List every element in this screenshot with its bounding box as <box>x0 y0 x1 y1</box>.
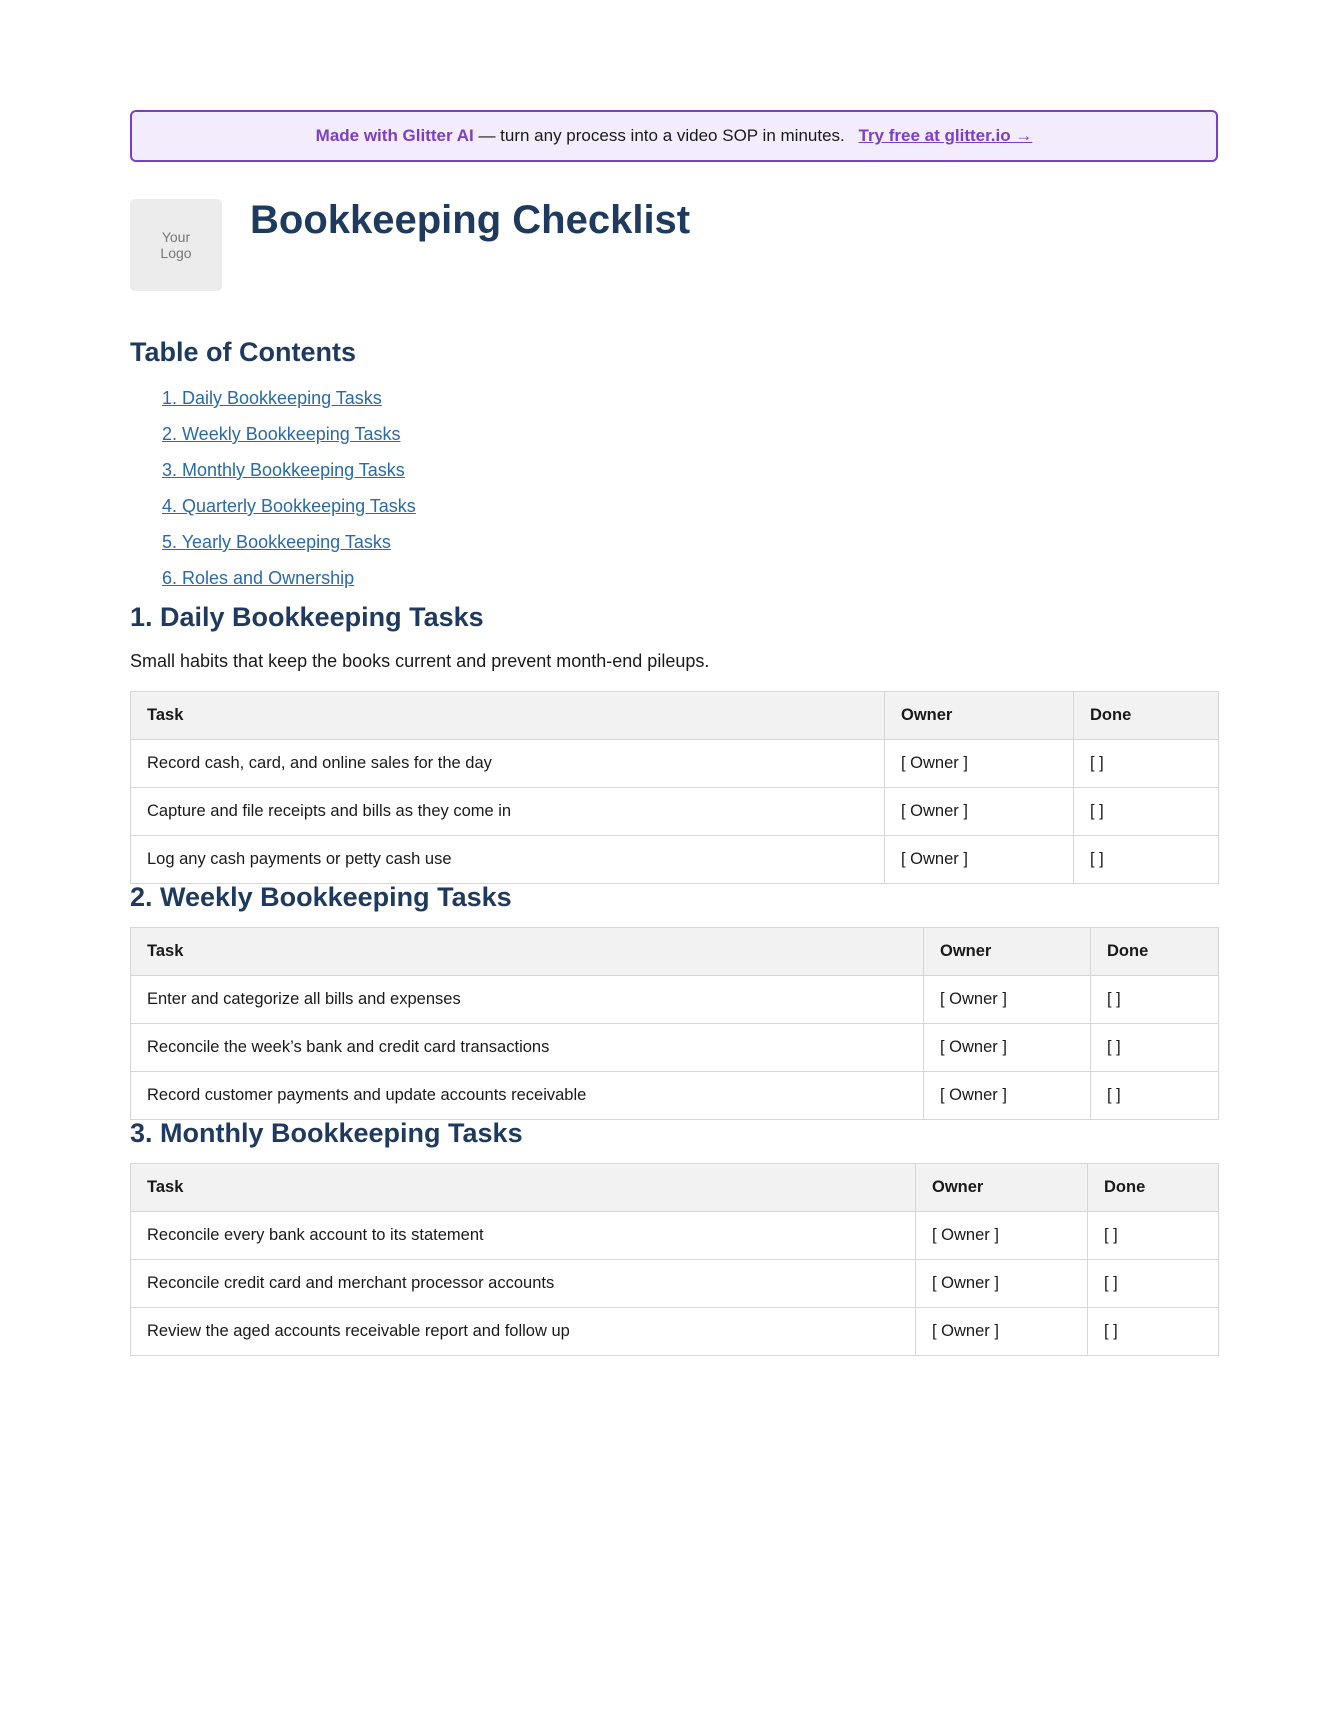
section-title-daily: 1. Daily Bookkeeping Tasks <box>130 602 484 632</box>
column-header-owner: Owner <box>924 928 1091 976</box>
promo-banner <box>130 110 1218 162</box>
task-cell: Review the aged accounts receivable report and follow up <box>131 1308 916 1356</box>
done-checkbox-cell: [ ] <box>1091 1072 1219 1120</box>
toc-item <box>162 388 1218 424</box>
task-cell: Reconcile credit card and merchant processor accounts <box>131 1260 916 1308</box>
task-cell: Capture and file receipts and bills as they come in <box>131 788 885 836</box>
table-row <box>131 788 1219 836</box>
toc-item <box>162 568 1218 604</box>
logo-text-line1: Your <box>161 229 191 245</box>
daily-tasks-table <box>130 691 1219 884</box>
banner-brand: Made with Glitter AI <box>315 126 474 145</box>
toc-item <box>162 424 1218 460</box>
section-title-weekly: 2. Weekly Bookkeeping Tasks <box>130 882 512 912</box>
column-header-done: Done <box>1088 1164 1219 1212</box>
done-checkbox-cell: [ ] <box>1088 1308 1219 1356</box>
column-header-owner: Owner <box>885 692 1074 740</box>
task-cell: Reconcile the week’s bank and credit card transactions <box>131 1024 924 1072</box>
owner-cell: [ Owner ] <box>885 740 1074 788</box>
monthly-tasks-table <box>130 1163 1219 1356</box>
banner-text: — turn any process into a video SOP in minutes. <box>478 126 845 145</box>
table-row <box>131 1212 1219 1260</box>
column-header-owner: Owner <box>916 1164 1088 1212</box>
table-row <box>131 1260 1219 1308</box>
done-checkbox-cell: [ ] <box>1091 976 1219 1024</box>
toc-item <box>162 496 1218 532</box>
owner-cell: [ Owner ] <box>885 788 1074 836</box>
table-row <box>131 1308 1219 1356</box>
table-row <box>131 1024 1219 1072</box>
toc-item <box>162 460 1218 496</box>
task-cell: Reconcile every bank account to its statement <box>131 1212 916 1260</box>
table-header-row <box>131 692 1219 740</box>
weekly-tasks-table <box>130 927 1219 1120</box>
done-checkbox-cell: [ ] <box>1074 788 1219 836</box>
owner-cell: [ Owner ] <box>885 836 1074 884</box>
column-header-task: Task <box>131 692 885 740</box>
toc-link-daily[interactable]: 1. Daily Bookkeeping Tasks <box>162 388 382 408</box>
table-row <box>131 1072 1219 1120</box>
task-cell: Enter and categorize all bills and expenses <box>131 976 924 1024</box>
toc-link-quarterly[interactable]: 4. Quarterly Bookkeeping Tasks <box>162 496 416 516</box>
document-page <box>130 110 1218 1356</box>
column-header-done: Done <box>1074 692 1219 740</box>
owner-cell: [ Owner ] <box>916 1212 1088 1260</box>
done-checkbox-cell: [ ] <box>1088 1212 1219 1260</box>
toc-heading: Table of Contents <box>130 337 356 367</box>
done-checkbox-cell: [ ] <box>1088 1260 1219 1308</box>
table-row <box>131 740 1219 788</box>
owner-cell: [ Owner ] <box>924 976 1091 1024</box>
toc-link-monthly[interactable]: 3. Monthly Bookkeeping Tasks <box>162 460 405 480</box>
owner-cell: [ Owner ] <box>916 1308 1088 1356</box>
document-header <box>130 199 1218 291</box>
done-checkbox-cell: [ ] <box>1091 1024 1219 1072</box>
done-checkbox-cell: [ ] <box>1074 836 1219 884</box>
owner-cell: [ Owner ] <box>916 1260 1088 1308</box>
task-cell: Log any cash payments or petty cash use <box>131 836 885 884</box>
table-of-contents <box>130 388 1218 604</box>
done-checkbox-cell: [ ] <box>1074 740 1219 788</box>
page-title: Bookkeeping Checklist <box>250 198 691 242</box>
table-header-row <box>131 1164 1219 1212</box>
table-header-row <box>131 928 1219 976</box>
toc-link-weekly[interactable]: 2. Weekly Bookkeeping Tasks <box>162 424 401 444</box>
table-row <box>131 976 1219 1024</box>
logo-text-line2: Logo <box>160 245 192 261</box>
column-header-done: Done <box>1091 928 1219 976</box>
section-description-daily: Small habits that keep the books current and prevent month-end pileups. <box>130 651 710 671</box>
toc-item <box>162 532 1218 568</box>
task-cell: Record cash, card, and online sales for the day <box>131 740 885 788</box>
logo-placeholder <box>130 199 222 291</box>
column-header-task: Task <box>131 928 924 976</box>
table-row <box>131 836 1219 884</box>
task-cell: Record customer payments and update accounts receivable <box>131 1072 924 1120</box>
section-title-monthly: 3. Monthly Bookkeeping Tasks <box>130 1118 523 1148</box>
toc-link-yearly[interactable]: 5. Yearly Bookkeeping Tasks <box>162 532 391 552</box>
owner-cell: [ Owner ] <box>924 1024 1091 1072</box>
owner-cell: [ Owner ] <box>924 1072 1091 1120</box>
toc-link-roles[interactable]: 6. Roles and Ownership <box>162 568 355 588</box>
banner-cta-link[interactable]: Try free at glitter.io → <box>858 126 1033 145</box>
column-header-task: Task <box>131 1164 916 1212</box>
